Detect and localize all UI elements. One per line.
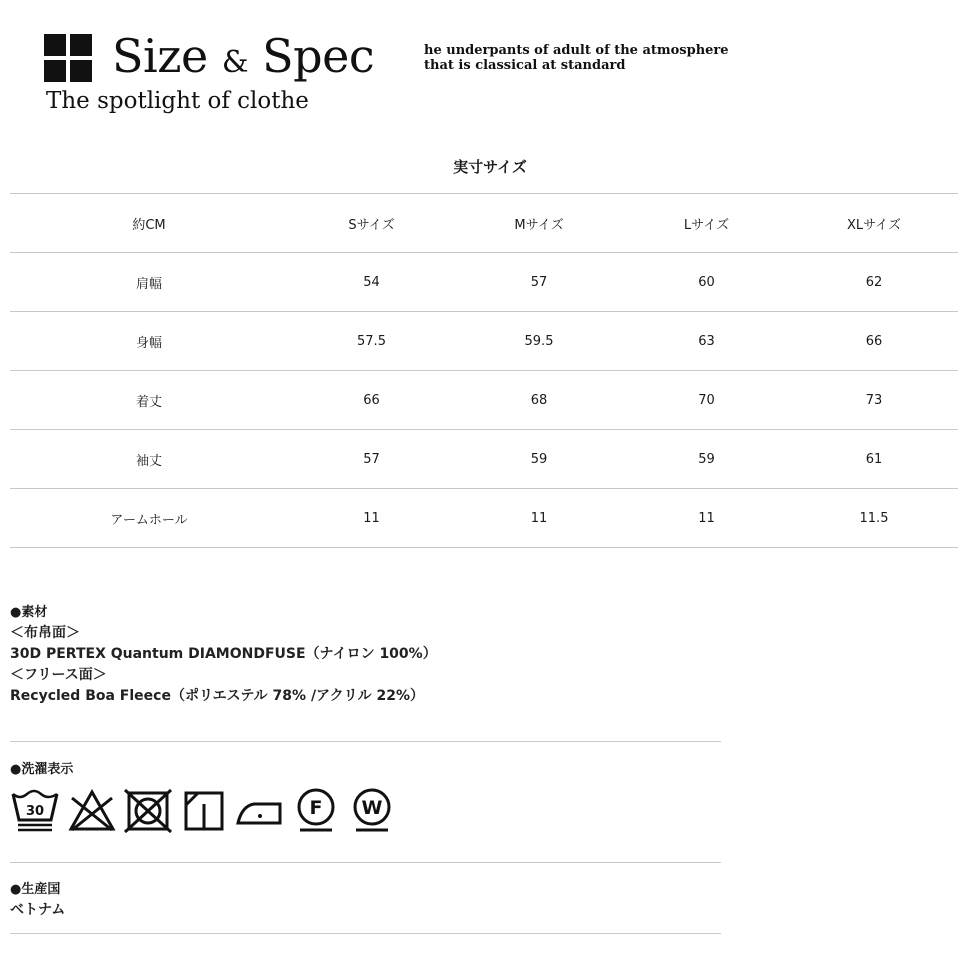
table-cell: 59.5 [524, 333, 554, 349]
brand-logo-icon [44, 34, 92, 82]
row-label: 着丈 [135, 394, 162, 410]
table-cell: 60 [698, 274, 715, 290]
care-icons [10, 788, 402, 834]
table-cell: 11 [363, 510, 380, 526]
table-cell: 57 [363, 451, 380, 467]
iron-low-icon [234, 788, 286, 834]
material-section [10, 602, 437, 707]
divider [10, 862, 721, 863]
table-cell: 57.5 [357, 333, 386, 349]
table-cell: 54 [363, 274, 380, 290]
wet-clean-w-icon [346, 788, 398, 834]
table-cell: 11 [530, 510, 548, 526]
material-line: 30D PERTEX Quantum DIAMONDFUSE（ナイロン 100%） [10, 646, 437, 662]
table-cell: 61 [865, 451, 883, 467]
table-cell: 59 [698, 451, 715, 467]
table-cell: 68 [530, 392, 548, 408]
column-header: Sサイズ [348, 217, 395, 233]
origin-value: ベトナム [10, 902, 66, 918]
brand-subtitle: The spotlight of clothe [46, 88, 309, 114]
column-header: Mサイズ [514, 217, 564, 233]
dry-clean-f-icon [290, 788, 342, 834]
material-line: ＜フリース面＞ [10, 667, 107, 683]
size-table [10, 193, 958, 548]
svg-text:F: F [309, 797, 323, 819]
table-cell: 63 [698, 333, 715, 349]
divider [10, 741, 721, 742]
brand-title: Size & Spec [112, 29, 375, 83]
material-heading: ●素材 [10, 605, 48, 620]
row-label: 袖丈 [135, 453, 162, 469]
material-line: Recycled Boa Fleece（ポリエステル 78% /アクリル 22%） [10, 688, 425, 704]
divider [10, 933, 721, 934]
table-cell: 66 [363, 392, 380, 408]
origin-heading: ●生産国 [10, 882, 61, 897]
column-header: Lサイズ [683, 217, 730, 233]
table-cell: 57 [530, 274, 548, 290]
table-row [10, 252, 958, 311]
table-cell: 66 [865, 333, 883, 349]
no-tumble-dry-icon [122, 788, 174, 834]
origin-section [10, 879, 65, 921]
row-label: アームホール [110, 512, 188, 528]
table-row [10, 488, 958, 548]
row-label: 身幅 [135, 335, 162, 351]
table-cell: 11.5 [859, 510, 889, 526]
no-bleach-icon [66, 788, 118, 834]
column-header: XLサイズ [846, 217, 902, 233]
svg-text:30: 30 [25, 804, 45, 819]
material-line: ＜布帛面＞ [10, 625, 80, 641]
table-cell: 11 [698, 510, 715, 526]
care-heading: ●洗濯表示 [10, 762, 74, 777]
table-title: 実寸サイズ [453, 158, 527, 176]
table-cell: 70 [698, 392, 715, 408]
svg-text:W: W [361, 797, 383, 819]
line-dry-shade-icon [178, 788, 230, 834]
table-row [10, 429, 958, 488]
table-cell: 73 [865, 392, 883, 408]
table-header-row [10, 193, 958, 252]
table-row [10, 370, 958, 429]
table-cell: 59 [530, 451, 548, 467]
table-cell: 62 [865, 274, 883, 290]
column-header: 約CM [132, 217, 166, 233]
table-row [10, 311, 958, 370]
row-label: 肩幅 [135, 276, 162, 292]
brand-tagline: he underpants of adult of the atmosphere that is classical at standard [424, 43, 729, 73]
wash-30-gentle-icon [10, 788, 62, 834]
